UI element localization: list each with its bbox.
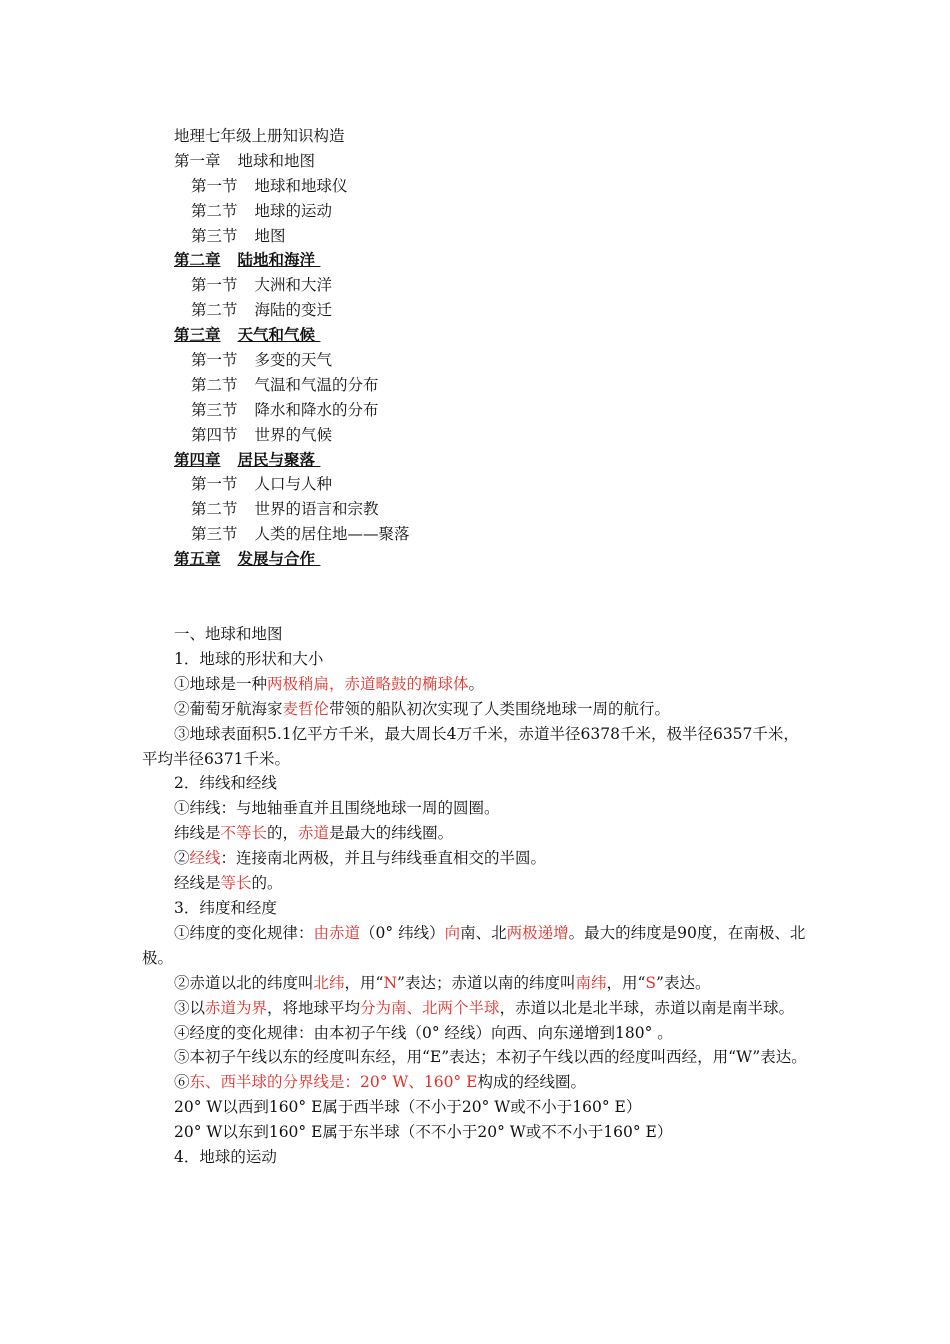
- paragraph: ①纬线：与地轴垂直并且围绕地球一周的圆圈。: [174, 799, 500, 818]
- paragraph: 20° W以西到160° E属于西半球（不小于20° W或不小于160° E）: [174, 1098, 642, 1117]
- toc-section: 第一节 地球和地球仪: [191, 176, 348, 195]
- paragraph: ④经度的变化规律：由本初子午线（0° 经线）向西、向东递增到180° 。: [174, 1023, 673, 1042]
- toc-chapter-3: 第三章 天气和气候: [174, 325, 316, 345]
- toc-section: 第三节 人类的居住地——聚落: [191, 525, 410, 544]
- toc-section: 第一节 大洲和大洋: [191, 276, 333, 295]
- toc-section: 第二节 地球的运动: [191, 201, 333, 220]
- paragraph: ②赤道以北的纬度叫北纬，用“N”表达；赤道以南的纬度叫南纬，用“S”表达。: [174, 973, 711, 992]
- toc-section: 第三节 地图: [191, 226, 286, 245]
- table-of-contents: [174, 124, 814, 572]
- toc-section: 第二节 气温和气温的分布: [191, 375, 379, 394]
- paragraph: ③地球表面积5.1亿平方千米，最大周长4万千米，赤道半径6378千米，极半径6357千米，平均半径6371千米。: [142, 724, 799, 768]
- toc-chapter-5: 第五章 发展与合作: [174, 549, 316, 569]
- toc-section: 第一节 人口与人种: [191, 475, 333, 494]
- paragraph: 20° W以东到160° E属于东半球（不不小于20° W或不不小于160° E）: [174, 1123, 673, 1142]
- paragraph: ①纬度的变化规律：由赤道（0° 纬线）向南、北两极递增。最大的纬度是90度，在南极、北极。: [142, 923, 806, 967]
- toc-section: 第二节 海陆的变迁: [191, 301, 333, 320]
- paragraph: ⑤本初子午线以东的经度叫东经，用“E”表达；本初子午线以西的经度叫西经，用“W”表达。: [174, 1048, 807, 1067]
- paragraph: ①地球是一种两极稍扁，赤道略鼓的椭球体。: [174, 674, 485, 693]
- subsection-title: 3．纬度和经度: [174, 898, 277, 917]
- subsection-title: 1．地球的形状和大小: [174, 649, 324, 668]
- toc-section: 第二节 世界的语言和宗教: [191, 500, 379, 519]
- paragraph: ⑥东、西半球的分界线是：20° W、160° E构成的经线圈。: [174, 1073, 586, 1092]
- subsection-title: 4．地球的运动: [174, 1148, 277, 1167]
- body-text: [142, 622, 812, 1170]
- toc-chapter-4: 第四章 居民与聚落: [174, 449, 316, 469]
- toc-chapter-2: 第二章 陆地和海洋: [174, 250, 316, 270]
- toc-title: 地理七年级上册知识构造: [174, 127, 345, 145]
- paragraph: 纬线是不等长的，赤道是最大的纬线圈。: [174, 824, 454, 843]
- paragraph: ②葡萄牙航海家麦哲伦带领的船队初次实现了人类围绕地球一周的航行。: [174, 699, 671, 718]
- toc-section: 第一节 多变的天气: [191, 351, 333, 370]
- paragraph: ③以赤道为界，将地球平均分为南、北两个半球，赤道以北是北半球，赤道以南是南半球。: [174, 998, 795, 1017]
- paragraph: 经线是等长的。: [174, 874, 283, 893]
- toc-chapter-1: 第一章 地球和地图: [174, 151, 316, 170]
- section-heading: 一、地球和地图: [174, 625, 283, 643]
- paragraph: ②经线：连接南北两极，并且与纬线垂直相交的半圆。: [174, 849, 547, 868]
- subsection-title: 2．纬线和经线: [174, 774, 277, 793]
- toc-section: 第四节 世界的气候: [191, 425, 333, 444]
- toc-section: 第三节 降水和降水的分布: [191, 400, 379, 419]
